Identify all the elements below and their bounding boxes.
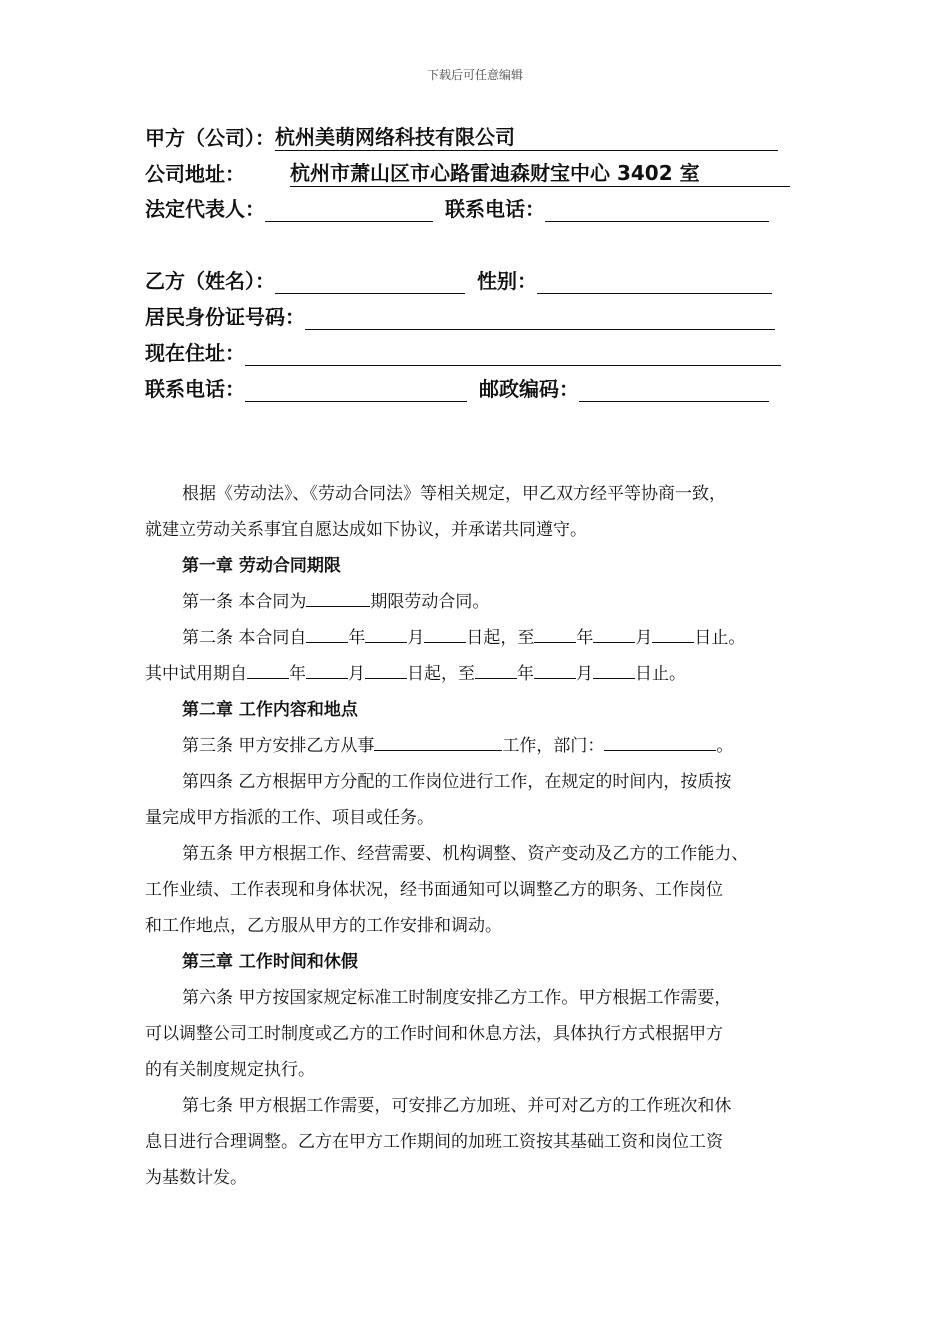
end-year-blank[interactable] xyxy=(534,624,576,643)
article-2: 第二条 本合同自 年 月 日起，至 年 月 日止。 xyxy=(145,620,825,656)
company-value: 杭州美萌网络科技有限公司 xyxy=(275,124,778,151)
trial-period: 其中试用期自 年 月 日起，至 年 月 日止。 xyxy=(145,656,825,692)
article-3: 第三条 甲方安排乙方从事 工作，部门： 。 xyxy=(145,728,825,764)
department-blank[interactable] xyxy=(604,732,716,751)
end-day-blank[interactable] xyxy=(652,624,694,643)
party-b-name-row xyxy=(145,268,772,294)
intro-line-1: 根据《劳动法》、《劳动合同法》等相关规定，甲乙双方经平等协商一致， xyxy=(182,484,726,504)
legal-rep-blank[interactable] xyxy=(265,199,433,222)
intro-line-2: 就建立劳动关系事宜自愿达成如下协议，并承诺共同遵守。 xyxy=(145,520,587,540)
trial-end-year-blank[interactable] xyxy=(475,660,517,679)
chapter-2-title: 第二章 工作内容和地点 xyxy=(182,700,358,720)
article-7-line-2: 息日进行合理调整。乙方在甲方工作期间的加班工资按其基础工资和岗位工资 xyxy=(145,1132,723,1152)
gender-label: 性别： xyxy=(477,269,537,293)
job-blank[interactable] xyxy=(374,732,502,751)
party-b-id-row xyxy=(145,304,775,330)
article-7-line-1: 第七条 甲方根据工作需要，可安排乙方加班、并可对乙方的工作班次和休 xyxy=(182,1096,732,1116)
party-b-name-label: 乙方（姓名）： xyxy=(145,269,275,293)
id-blank[interactable] xyxy=(305,307,775,330)
trial-start-month-blank[interactable] xyxy=(306,660,348,679)
address-label: 公司地址： xyxy=(145,162,245,186)
start-month-blank[interactable] xyxy=(365,624,407,643)
party-b-address-label: 现在住址： xyxy=(145,341,245,365)
trial-start-year-blank[interactable] xyxy=(247,660,289,679)
start-day-blank[interactable] xyxy=(424,624,466,643)
gender-blank[interactable] xyxy=(537,271,772,294)
party-b-phone-label: 联系电话： xyxy=(145,377,245,401)
party-b-address-blank[interactable] xyxy=(245,343,781,366)
party-a-phone-label: 联系电话： xyxy=(445,197,545,221)
article-7-line-3: 为基数计发。 xyxy=(145,1168,247,1188)
party-b-phone-row xyxy=(145,376,769,402)
chapter-3-title: 第三章 工作时间和休假 xyxy=(182,952,358,972)
id-label: 居民身份证号码： xyxy=(145,305,305,329)
company-label: 甲方（公司）： xyxy=(145,126,275,150)
article-6-line-1: 第六条 甲方按国家规定标准工时制度安排乙方工作。甲方根据工作需要， xyxy=(182,988,732,1008)
legal-rep-label: 法定代表人： xyxy=(145,197,265,221)
contract-body xyxy=(145,476,825,1196)
party-a-address-row xyxy=(145,160,790,187)
party-a-phone-blank[interactable] xyxy=(545,199,769,222)
download-note: 下载后可任意编辑 xyxy=(426,68,523,82)
party-b-phone-blank[interactable] xyxy=(245,379,467,402)
article-6-line-3: 的有关制度规定执行。 xyxy=(145,1060,315,1080)
address-value: 杭州市萧山区市心路雷迪森财宝中心 3402 室 xyxy=(290,160,790,187)
chapter-1-title: 第一章 劳动合同期限 xyxy=(182,556,341,576)
trial-end-day-blank[interactable] xyxy=(593,660,635,679)
article-5-line-3: 和工作地点，乙方服从甲方的工作安排和调动。 xyxy=(145,916,502,936)
end-month-blank[interactable] xyxy=(593,624,635,643)
article-4-line-2: 量完成甲方指派的工作、项目或任务。 xyxy=(145,808,434,828)
party-a-rep-row xyxy=(145,196,769,222)
trial-start-day-blank[interactable] xyxy=(365,660,407,679)
article-5-line-1: 第五条 甲方根据工作、经营需要、机构调整、资产变动及乙方的工作能力、 xyxy=(182,844,749,864)
party-b-name-blank[interactable] xyxy=(275,271,465,294)
party-a-company-row xyxy=(145,124,778,151)
article-6-line-2: 可以调整公司工时制度或乙方的工作时间和休息方法，具体执行方式根据甲方 xyxy=(145,1024,723,1044)
start-year-blank[interactable] xyxy=(306,624,348,643)
article-5-line-2: 工作业绩、工作表现和身体状况，经书面通知可以调整乙方的职务、工作岗位 xyxy=(145,880,723,900)
postcode-label: 邮政编码： xyxy=(479,377,579,401)
postcode-blank[interactable] xyxy=(579,379,769,402)
trial-end-month-blank[interactable] xyxy=(534,660,576,679)
article-4-line-1: 第四条 乙方根据甲方分配的工作岗位进行工作，在规定的时间内，按质按 xyxy=(182,772,732,792)
party-b-address-row xyxy=(145,340,781,366)
article-1: 第一条 本合同为 期限劳动合同。 xyxy=(145,584,825,620)
contract-type-blank[interactable] xyxy=(306,588,370,607)
